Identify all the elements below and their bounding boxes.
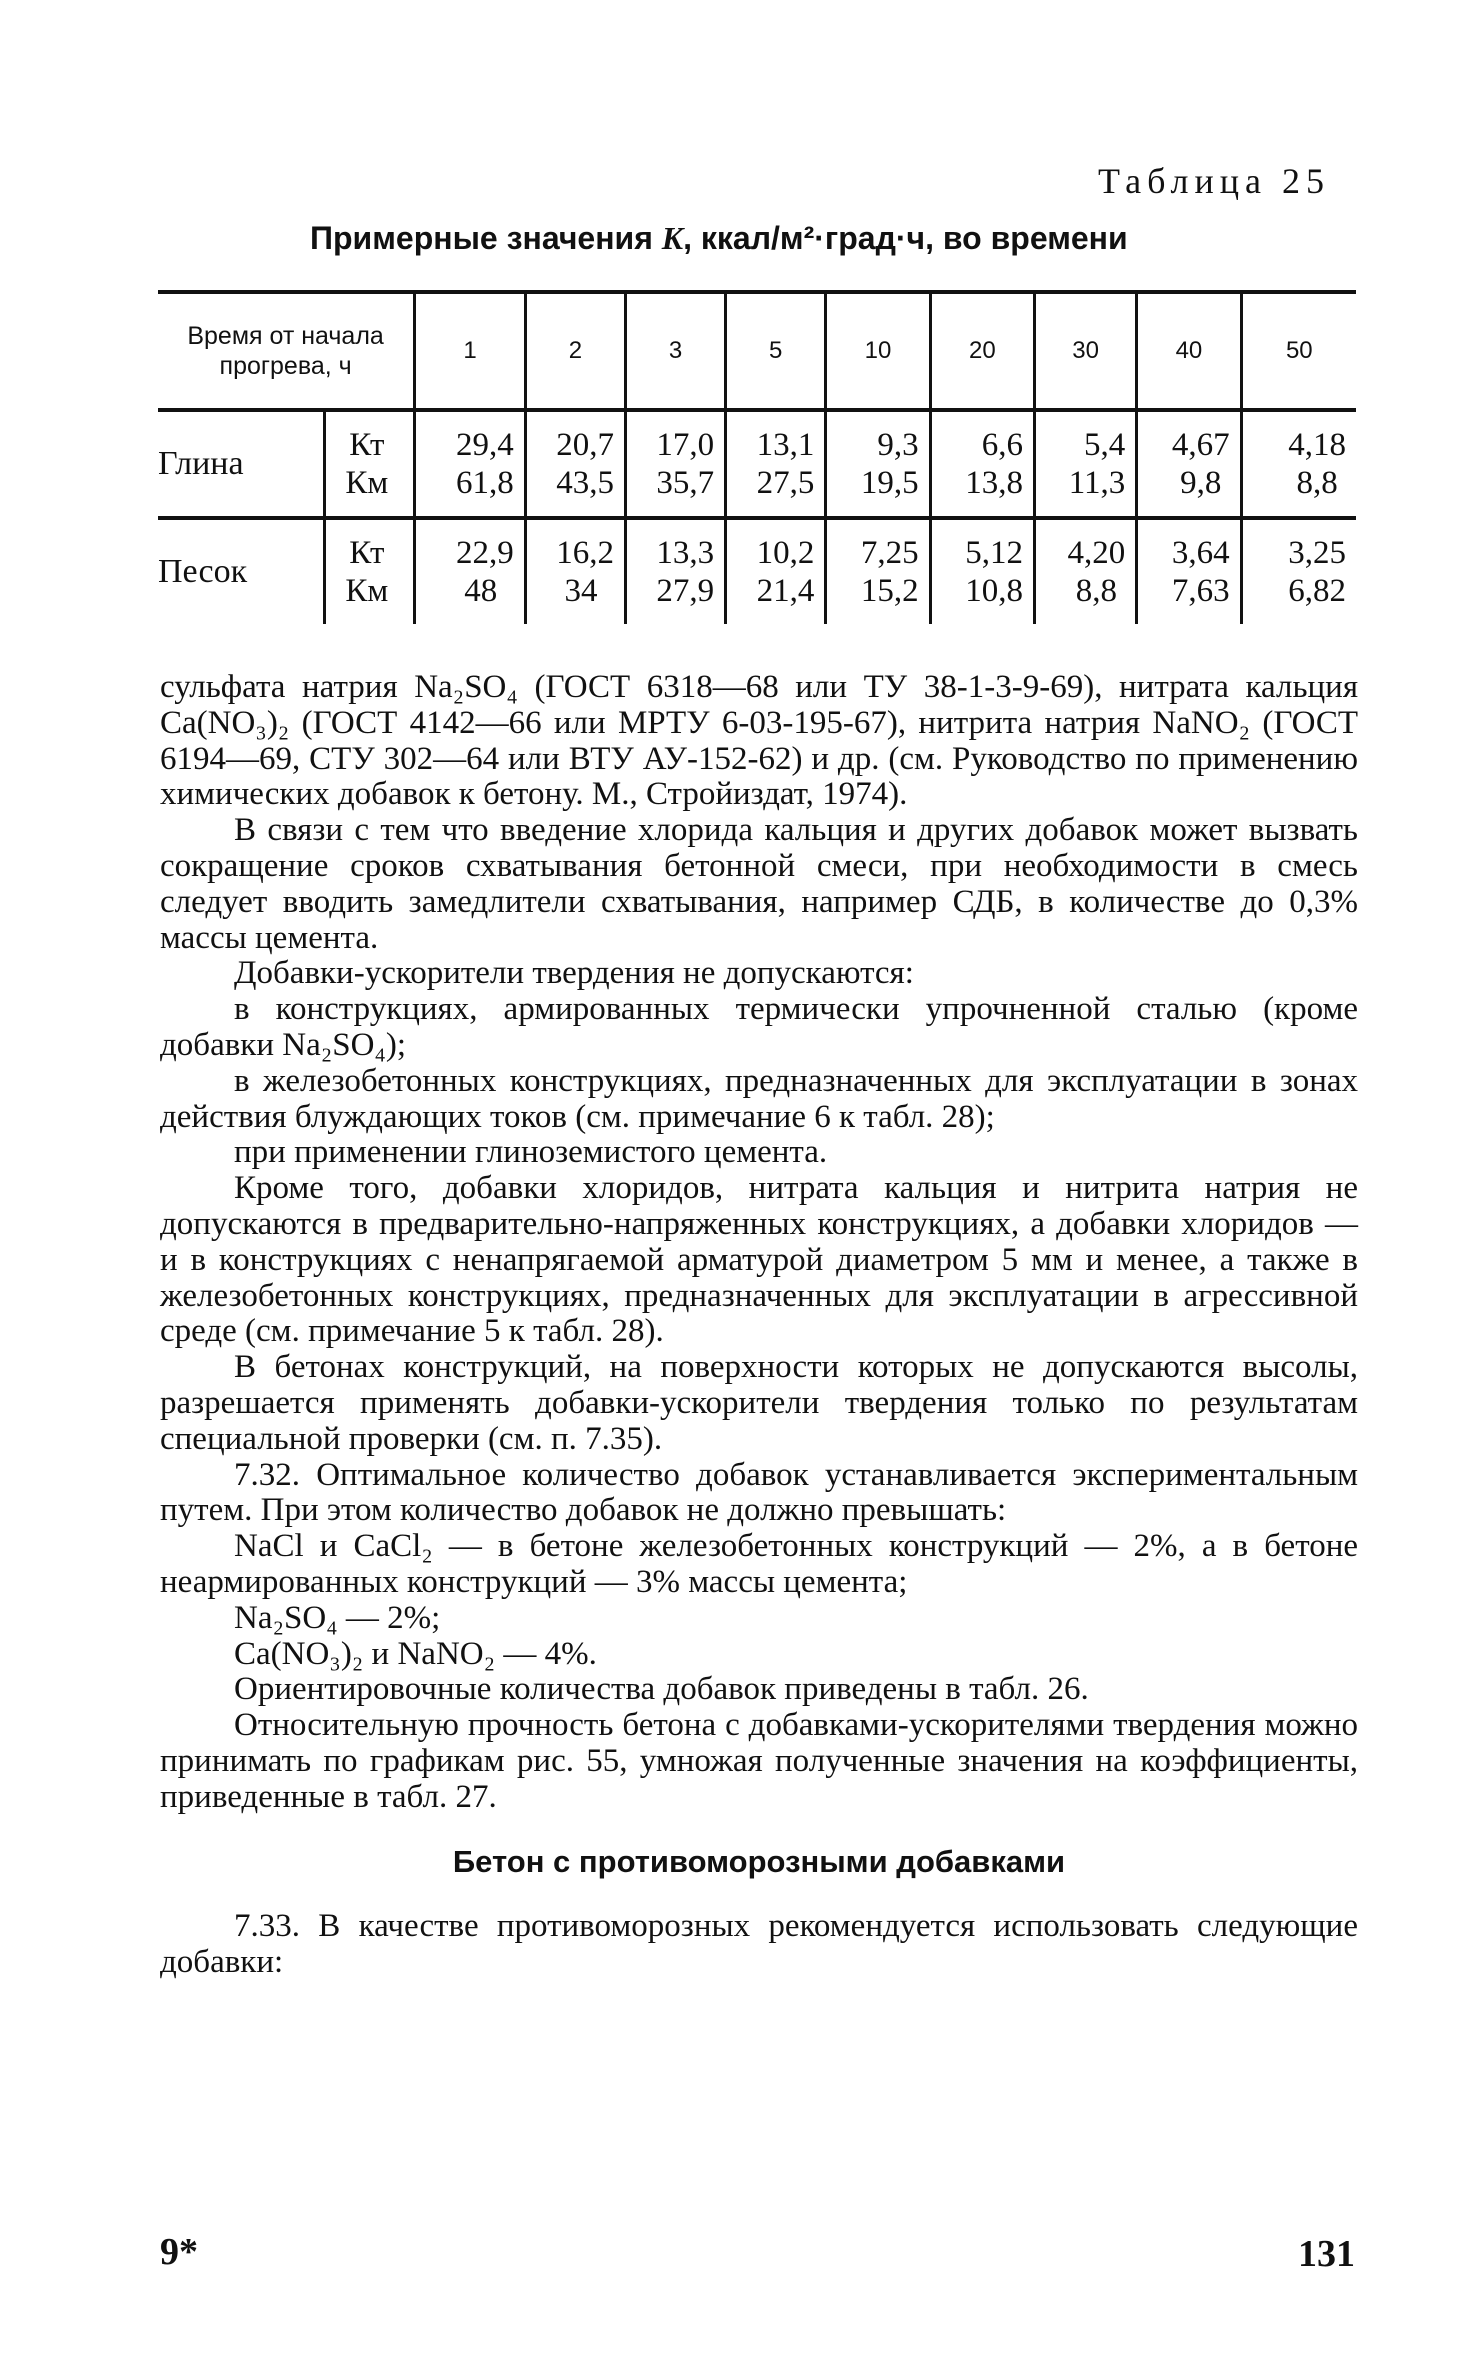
value-cell: 4,67 9,8 — [1137, 410, 1241, 518]
coefficient-symbols — [325, 518, 415, 624]
value-cell: 20,7 43,5 — [525, 410, 625, 518]
paragraph: в конструкциях, армированных термически упрочненной сталью (кроме добавки Na₂SO₄); — [160, 991, 1358, 1063]
section-heading: Бетон с противоморозными добавками — [452, 1843, 1066, 1879]
value-cell: 16,2 34 — [525, 518, 625, 624]
value-cell: 3,64 7,63 — [1137, 518, 1241, 624]
table-caption: Таблица 25 — [1098, 161, 1330, 201]
paragraph: при применении глиноземистого цемента. — [234, 1134, 828, 1171]
value-cell: 5,4 11,3 — [1035, 410, 1137, 518]
material-label: Глина — [158, 445, 244, 482]
value-cell: 7,25 15,2 — [826, 518, 930, 624]
hour-header: 50 — [1241, 292, 1356, 410]
signature-mark: 9* — [160, 2231, 198, 2273]
value-cell: 4,20 8,8 — [1035, 518, 1137, 624]
value-cell: 13,1 27,5 — [726, 410, 826, 518]
paragraph: Относительную прочность бетона с добавками-ускорителями твердения можно принимать по графикам рис. 55, умножая полученные значения на коэффициенты, приведенные в табл. 27. — [160, 1707, 1358, 1815]
value-cell: 17,0 35,7 — [625, 410, 725, 518]
value-cell: 29,4 61,8 — [415, 410, 526, 518]
hour-header: 20 — [930, 292, 1034, 410]
paragraph: NaCl и CaCl₂ — в бетоне железобетонных конструкций — 2%, а в бетоне неармированных конструкций — 3% массы цемента; — [160, 1528, 1358, 1600]
body-text — [160, 670, 1358, 1981]
symbol-kt: Кт — [349, 427, 385, 463]
paragraph: сульфата натрия Na₂SO₄ (ГОСТ 6318—68 или ТУ 38-1-3-9-69), нитрата кальция Ca(NO₃)₂ (ГОСТ 4142—66 или МРТУ 6-03-195-67), нитрита натрия NaNO₂ (ГОСТ 6194—69, СТУ 302—64 или ВТУ АУ-152-62) и др. (см. Руководство по применению химических добавок к бетону. М., Стройиздат, 1974). — [160, 669, 1358, 813]
hour-header: 40 — [1137, 292, 1241, 410]
symbol-kt: Кт — [349, 535, 385, 571]
page-number: 131 — [1298, 2233, 1355, 2275]
value-cell: 22,9 48 — [415, 518, 526, 624]
paragraph: Ca(NO₃)₂ и NaNO₂ — 4%. — [234, 1635, 597, 1672]
paragraph: В бетонах конструкций, на поверхности которых не допускаются высолы, разрешается применять добавки-ускорители твердения только по результатам специальной проверки (см. п. 7.35). — [160, 1349, 1358, 1457]
symbol-km: Км — [345, 573, 389, 609]
paragraph: Добавки-ускорители твердения не допускаются: — [234, 955, 914, 992]
header-row — [158, 292, 1356, 410]
title-suffix: , ккал/м²·град·ч, во времени — [683, 220, 1128, 256]
hour-header: 1 — [415, 292, 526, 410]
value-cell: 10,2 21,4 — [726, 518, 826, 624]
hour-header: 30 — [1035, 292, 1137, 410]
paragraph: 7.32. Оптимальное количество добавок устанавливается экспериментальным путем. При этом количество добавок не должно превышать: — [160, 1456, 1358, 1529]
paragraph: Na₂SO₄ — 2%; — [234, 1599, 441, 1636]
value-cell: 9,3 19,5 — [826, 410, 930, 518]
value-cell: 3,25 6,82 — [1241, 518, 1356, 624]
value-cell: 4,18 8,8 — [1241, 410, 1356, 518]
heat-transfer-table — [158, 290, 1356, 624]
title-k: K — [661, 220, 684, 256]
value-cell: 5,12 10,8 — [930, 518, 1034, 624]
paragraph: в железобетонных конструкциях, предназначенных для эксплуатации в зонах действия блуждающих токов (см. примечание 6 к табл. 28); — [160, 1062, 1358, 1135]
paragraph: 7.33. В качестве противоморозных рекомендуется использовать следующие добавки: — [160, 1908, 1358, 1981]
paragraph: В связи с тем что введение хлорида кальция и других добавок может вызвать сокращение сроков схватывания бетонной смеси, при необходимости в смесь следует вводить замедлители схватывания, например СДБ, в количестве до 0,3% массы цемента. — [160, 812, 1358, 956]
material-label: Песок — [158, 553, 248, 590]
table-row-clay — [158, 410, 1356, 518]
hour-header: 2 — [525, 292, 625, 410]
value-cell: 6,6 13,8 — [930, 410, 1034, 518]
hour-header: 5 — [726, 292, 826, 410]
paragraph: Ориентировочные количества добавок приведены в табл. 26. — [234, 1671, 1089, 1708]
coefficient-symbols — [325, 410, 415, 518]
title-prefix: Примерные значения — [310, 220, 662, 256]
paragraph: Кроме того, добавки хлоридов, нитрата кальция и нитрита натрия не допускаются в предварительно-напряженных конструкциях, а добавки хлоридов — и в конструкциях с ненапрягаемой арматурой диаметром 5 мм и менее, а также в железобетонных конструкциях, предназначенных для эксплуатации в агрессивной среде (см. примечание 5 к табл. 28). — [160, 1170, 1358, 1350]
corner-header: Время от начала прогрева, ч — [187, 322, 384, 380]
hour-header: 3 — [625, 292, 725, 410]
symbol-km: Км — [345, 465, 389, 501]
table-row-sand — [158, 518, 1356, 624]
value-cell: 13,3 27,9 — [625, 518, 725, 624]
hour-header: 10 — [826, 292, 930, 410]
table-title — [310, 220, 1128, 257]
